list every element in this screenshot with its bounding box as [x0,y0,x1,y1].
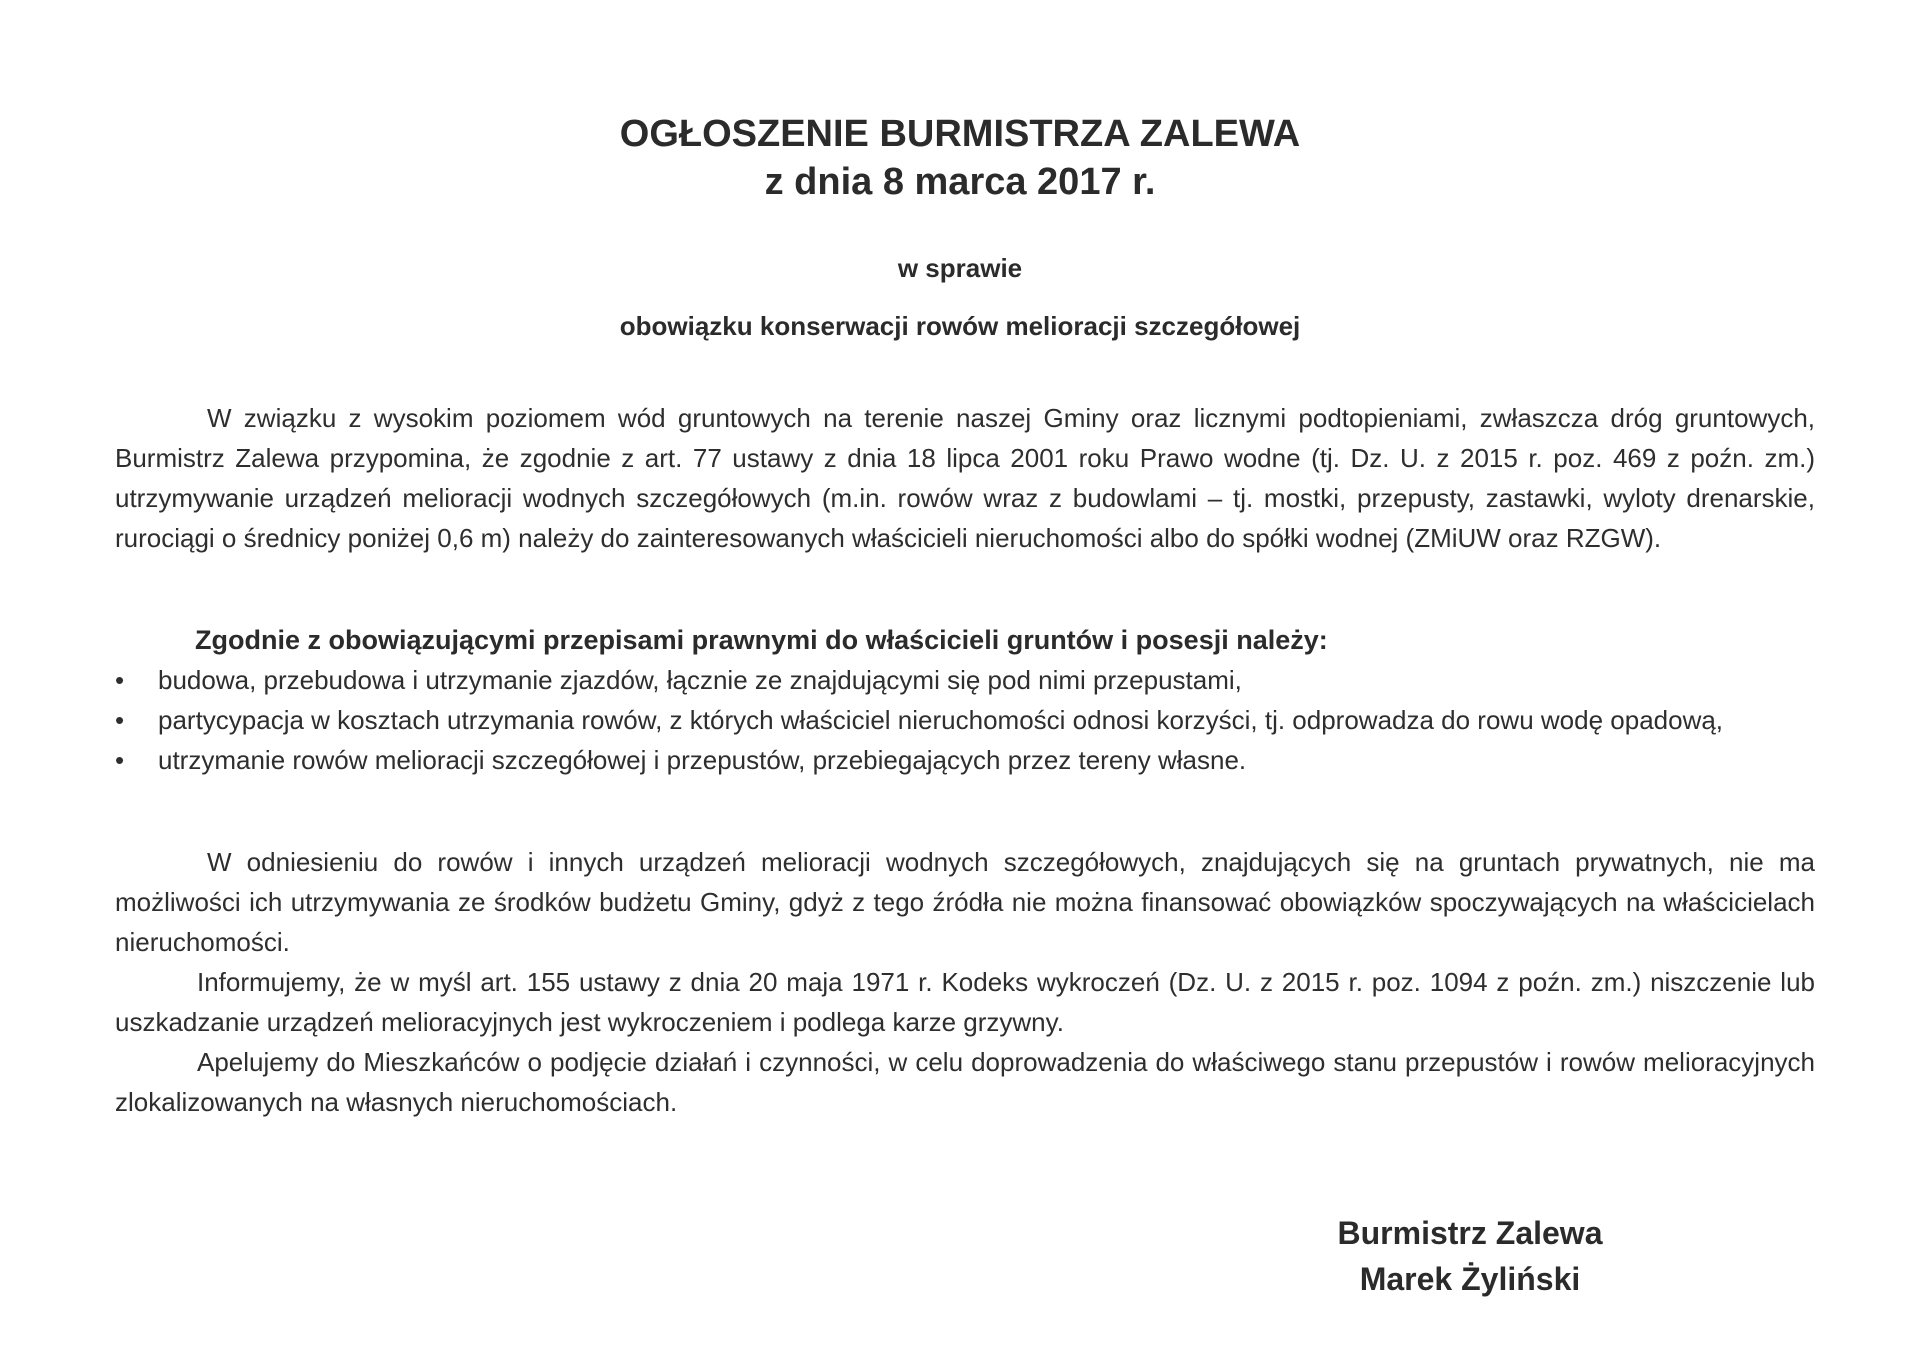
list-item [115,700,1815,740]
paragraph-funding: W odniesieniu do rowów i innych urządzeń melioracji wodnych szczegółowych, znajdujących się na gruntach prywatnych, nie ma możliwości ich utrzymywania ze środków budżetu Gminy, gdyż z tego źródła nie można finansować obowiązków spoczywających na właścicielach nieruchomości. [115,847,1815,957]
obligations-heading: Zgodnie z obowiązującymi przepisami prawnymi do właścicieli gruntów i posesji należy: [195,625,1328,655]
list-item-text: budowa, przebudowa i utrzymanie zjazdów, łącznie ze znajdującymi się pod nimi przepustami, [158,665,1242,695]
bullet-icon: • [115,705,125,735]
intro-section [115,398,1815,558]
list-item [115,740,1815,780]
bullet-icon: • [115,745,125,775]
intro-paragraph: W związku z wysokim poziomem wód gruntowych na terenie naszej Gminy oraz licznymi podtopieniami, zwłaszcza dróg gruntowych, Burmistrz Zalewa przypomina, że zgodnie z art. 77 ustawy z dnia 18 lipca 2001 roku Prawo wodne (tj. Dz. U. z 2015 r. poz. 469 z poźn. zm.) utrzymywanie urządzeń melioracji wodnych szczegółowych (m.in. rowów wraz z budowlami – tj. mostki, przepusty, zastawki, wyloty drenarskie, rurociągi o średnicy poniżej 0,6 m) należy do zainteresowanych właścicieli nieruchomości albo do spółki wodnej (ZMiUW oraz RZGW). [115,403,1815,553]
announcement-title [0,110,1920,206]
signature-block [1230,1210,1710,1302]
subject-intro: w sprawie [897,253,1023,283]
list-item [115,660,1815,700]
list-item-text: partycypacja w kosztach utrzymania rowów, z których właściciel nieruchomości odnosi korzyści, tj. odprowadza do rowu wodę opadową, [158,705,1724,735]
closing-section [115,842,1815,1122]
title-line-1: OGŁOSZENIE BURMISTRZA ZALEWA [619,113,1301,155]
list-item-text: utrzymanie rowów melioracji szczegółowej i przepustów, przebiegających przez tereny własne. [158,745,1247,775]
title-date-line: z dnia 8 marca 2017 r. [764,161,1156,203]
subject-block [0,252,1920,342]
obligations-section [115,620,1815,780]
paragraph-penalty: Informujemy, że w myśl art. 155 ustawy z dnia 20 maja 1971 r. Kodeks wykroczeń (Dz. U. z 2015 r. poz. 1094 z poźn. zm.) niszczenie lub uszkadzanie urządzeń melioracyjnych jest wykroczeniem i podlega karze grzywny. [115,967,1815,1037]
signature-title: Burmistrz Zalewa [1337,1215,1603,1251]
bullet-icon: • [115,665,125,695]
paragraph-appeal: Apelujemy do Mieszkańców o podjęcie działań i czynności, w celu doprowadzenia do właściwego stanu przepustów i rowów melioracyjnych zlokalizowanych na własnych nieruchomościach. [115,1047,1815,1117]
obligations-list [115,660,1815,780]
signature-name: Marek Żyliński [1359,1261,1581,1297]
subject-text: obowiązku konserwacji rowów melioracji szczegółowej [619,311,1301,341]
